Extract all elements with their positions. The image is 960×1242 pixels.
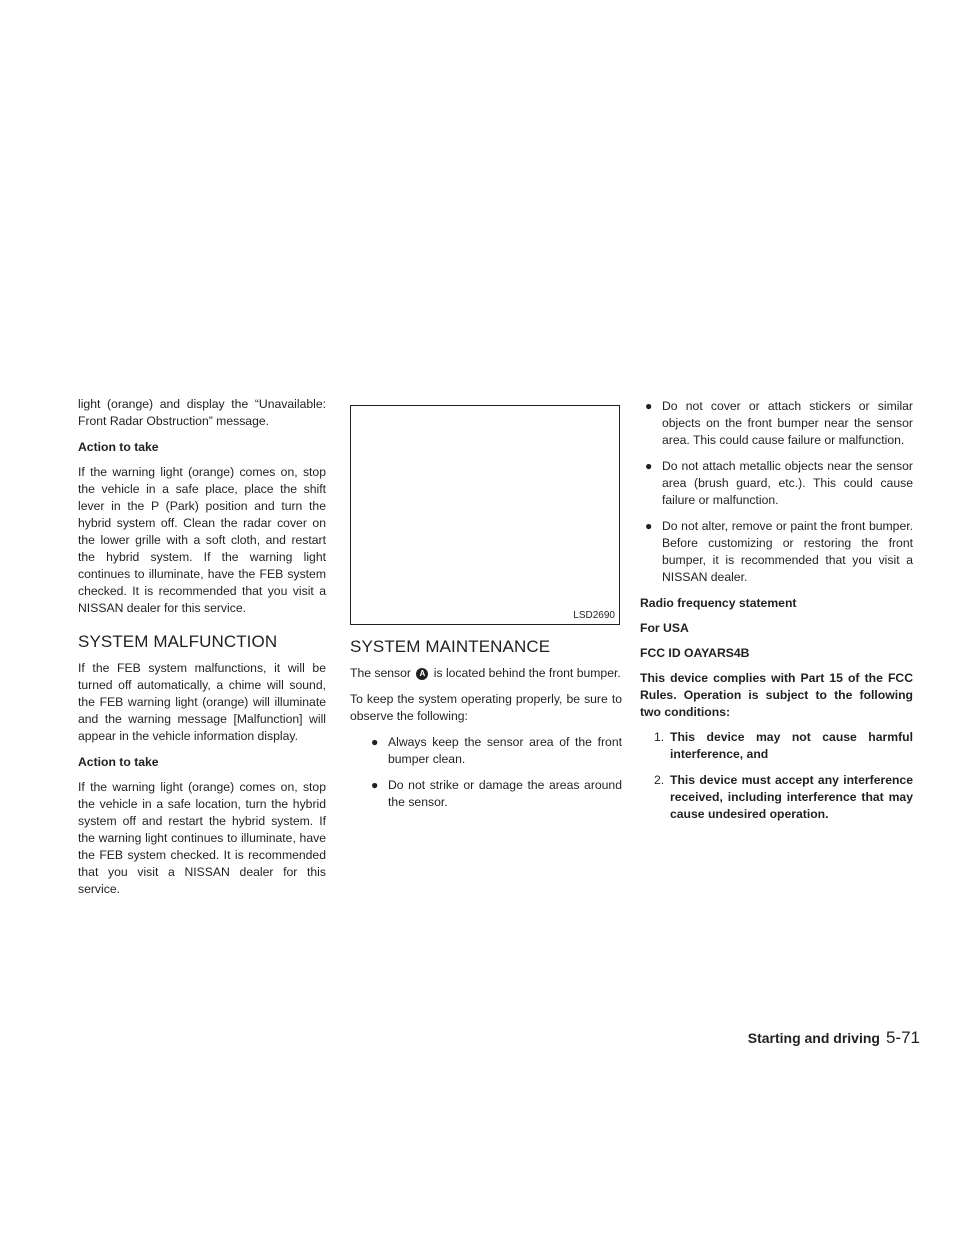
subheading-action-to-take: Action to take — [78, 755, 159, 769]
subheading-radio-frequency: Radio frequency statement — [640, 596, 797, 610]
list-item: 2. This device must accept any interference received, including interference that may cause undesired operation. — [654, 773, 913, 821]
middle-column — [350, 405, 622, 820]
paragraph-fcc-compliance: This device complies with Part 15 of the FCC Rules. Operation is subject to the following two conditions: — [640, 671, 913, 719]
list-item: ● Do not strike or damage the areas around the sensor. — [371, 778, 622, 809]
bullet-icon: ● — [371, 778, 379, 792]
list-item: ● Do not cover or attach stickers or similar objects on the front bumper near the sensor area. This could cause failure or malfunction. — [645, 399, 913, 447]
list-item: ● Do not attach metallic objects near the sensor area (brush guard, etc.). This could cause failure or malfunction. — [645, 459, 913, 507]
subheading-fcc-id: FCC ID OAYARS4B — [640, 646, 750, 660]
list-item: ● Always keep the sensor area of the front bumper clean. — [371, 735, 622, 766]
page-footer — [748, 1028, 920, 1048]
footer-section-title: Starting and driving — [747, 1030, 880, 1046]
bullet-icon: ● — [645, 519, 653, 533]
right-column — [640, 398, 913, 832]
callout-a-icon: A — [416, 668, 428, 680]
list-item: ● Do not alter, remove or paint the front bumper. Before customizing or restoring the front bumper, it is recommended that you visit a NISSAN dealer. — [645, 519, 913, 584]
item-number: 1. — [654, 730, 665, 744]
figure-label: LSD2690 — [573, 610, 615, 621]
paragraph: To keep the system operating properly, be sure to observe the following: — [350, 692, 622, 723]
figure-placeholder — [350, 405, 620, 625]
subheading-action-to-take: Action to take — [78, 440, 159, 454]
sensor-text-pre: The sensor — [350, 666, 411, 680]
numbered-list — [640, 729, 913, 823]
page-number: 5-71 — [885, 1028, 920, 1047]
list-item: 1. This device may not cause harmful interference, and — [654, 730, 913, 761]
paragraph-sensor — [350, 665, 622, 682]
paragraph: If the warning light (orange) comes on, stop the vehicle in a safe place, place the shift lever in the P (Park) position and turn the hybrid system off. Clean the radar cover on the lower grille with a soft cloth, and restart the hybrid system. If the warning light continues to illuminate, have the FEB system checked. It is recommended that you visit a NISSAN dealer for this service. — [78, 465, 326, 615]
bullet-list — [640, 398, 913, 586]
paragraph: If the FEB system malfunctions, it will be turned off automatically, a chime will sound, the FEB warning light (orange) will illuminate and the warning message [Malfunction] will appear in the vehicle information display. — [78, 661, 326, 743]
paragraph: If the warning light (orange) comes on, stop the vehicle in a safe location, turn the hybrid system off and restart the hybrid system. If the warning light continues to illuminate, have the FEB system checked. It is recommended that you visit a NISSAN dealer for this service. — [78, 780, 326, 896]
sensor-text-post: is located behind the front bumper. — [433, 666, 621, 680]
paragraph: light (orange) and display the “Unavailable: Front Radar Obstruction” message. — [78, 397, 326, 428]
section-heading-system-maintenance: SYSTEM MAINTENANCE — [350, 637, 551, 656]
bullet-icon: ● — [371, 735, 379, 749]
section-heading-system-malfunction: SYSTEM MALFUNCTION — [78, 632, 278, 651]
bullet-icon: ● — [645, 459, 653, 473]
subheading-for-usa: For USA — [640, 621, 689, 635]
bullet-icon: ● — [645, 399, 653, 413]
left-column — [78, 396, 326, 907]
item-number: 2. — [654, 773, 665, 787]
bullet-list — [366, 734, 622, 811]
